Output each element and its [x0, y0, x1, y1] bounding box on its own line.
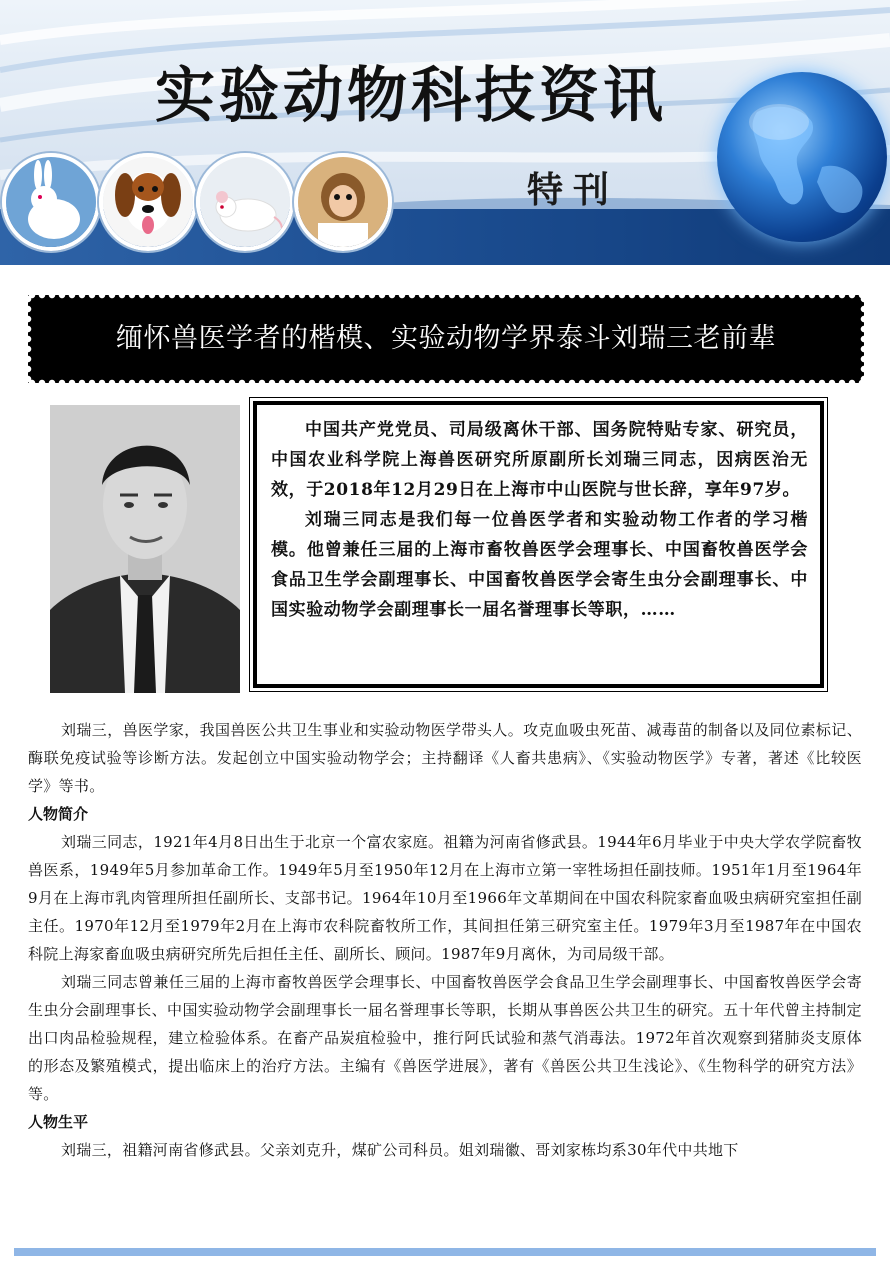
intro-paragraph: 中国共产党党员、司局级离休干部、国务院特贴专家、研究员，中国农业科学院上海兽医研究所原副所长刘瑞三同志，因病医治无效，于2018年12月29日在上海市中山医院与世长辞，享年97岁。: [271, 420, 808, 500]
magazine-title: 实验动物科技资讯: [155, 61, 667, 131]
rabbit-icon: [2, 153, 100, 251]
magazine-header: [0, 0, 890, 265]
profile-paragraph: 刘瑞三同志，1921年4月8日出生于北京一个富农家庭。祖籍为河南省修武县。1944年6月毕业于中央大学农学院畜牧兽医系，1949年5月参加革命工作。1949年5月至1950年12月在上海市立第一宰牲场担任副技师。1951年1月至1964年9月在上海市乳肉管理所担任副所长、支部书记。1964年10月至1966年文革期间在中国农科院家畜血吸虫病研究室担任副主任。1970年12月至1979年2月在上海市农科院畜牧所工作，其间担任第三研究室主任。1979年3月至1987年在中国农科院上海家畜血吸虫病研究所先后担任主任、副所长、顾问。1987年9月离休，为司局级干部。: [28, 833, 862, 963]
footer-bar: [14, 1248, 876, 1256]
section-heading-biography: 人物生平: [28, 1113, 89, 1131]
mouse-icon: [196, 153, 294, 251]
portrait-photo: [50, 405, 240, 693]
biography-paragraph: 刘瑞三，祖籍河南省修武县。父亲刘克升，煤矿公司科员。姐刘瑞徽、哥刘家栋均系30年代中共地下: [61, 1141, 739, 1159]
banner-title: 缅怀兽医学者的楷模、实验动物学界泰斗刘瑞三老前辈: [116, 323, 776, 354]
edition-label: 特刊: [527, 170, 620, 211]
dog-icon: [99, 153, 197, 251]
globe-icon: [717, 72, 887, 242]
intro-text-box: [253, 401, 824, 688]
article-body: [28, 716, 862, 1164]
intro-paragraph: 刘瑞三同志是我们每一位兽医学者和实验动物工作者的学习楷模。他曾兼任三届的上海市畜牧兽医学会理事长、中国畜牧兽医学会食品卫生学会副理事长、中国畜牧兽医学会寄生虫分会副理事长、中国实验动物学会副理事长一届名誉理事长等职，……: [271, 510, 808, 620]
summary-paragraph: 刘瑞三，兽医学家，我国兽医公共卫生事业和实验动物医学带头人。攻克血吸虫死苗、减毒苗的制备以及同位素标记、酶联免疫试验等诊断方法。发起创立中国实验动物学会；主持翻译《人畜共患病》、《实验动物医学》专著，著述《比较医学》等书。: [28, 721, 862, 795]
section-heading-profile: 人物简介: [28, 805, 89, 823]
monkey-icon: [294, 153, 392, 251]
profile-paragraph: 刘瑞三同志曾兼任三届的上海市畜牧兽医学会理事长、中国畜牧兽医学会食品卫生学会副理事长、中国畜牧兽医学会寄生虫分会副理事长、中国实验动物学会副理事长一届名誉理事长等职，长期从事兽医公共卫生的研究。五十年代曾主持制定出口肉品检验规程，建立检验体系。在畜产品炭疽检验中，推行阿氏试验和蒸气消毒法。1972年首次观察到猪肺炎支原体的形态及繁殖模式，提出临床上的治疗方法。主编有《兽医学进展》，著有《兽医公共卫生浅论》、《生物科学的研究方法》等。: [28, 973, 862, 1103]
